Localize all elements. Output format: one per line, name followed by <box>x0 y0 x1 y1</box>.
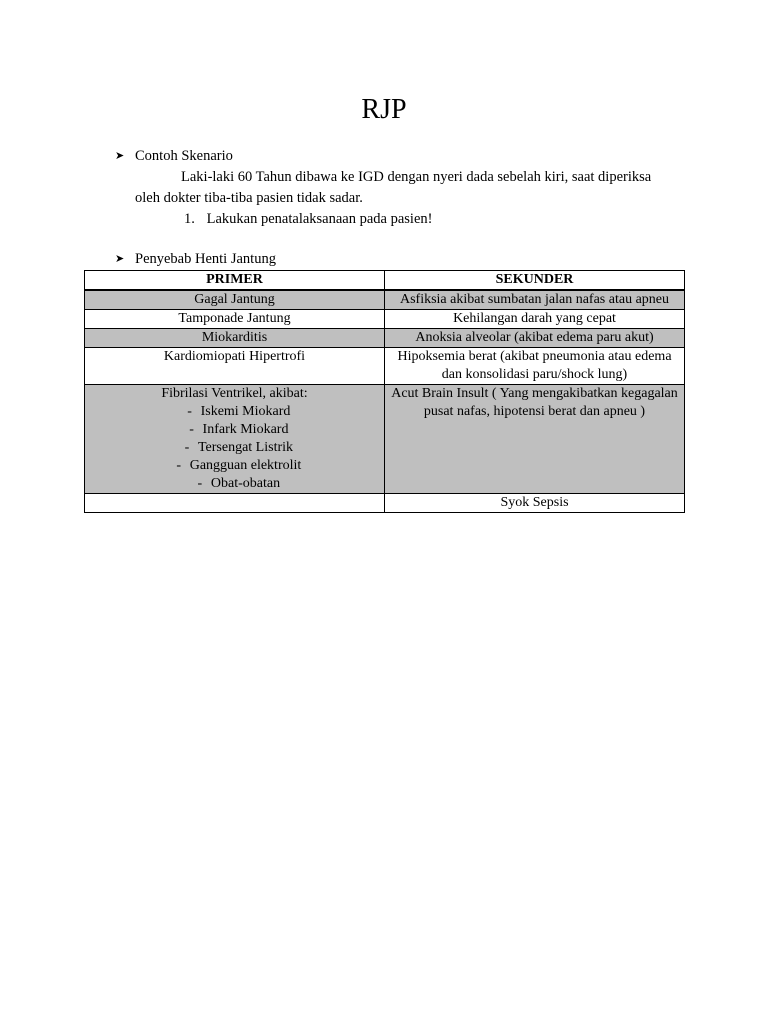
sekunder-cell: Asfiksia akibat sumbatan jalan nafas atau apneu <box>385 290 685 310</box>
primer-cell <box>85 385 385 494</box>
sekunder-cell: Kehilangan darah yang cepat <box>385 310 685 329</box>
column-header-primer: PRIMER <box>85 271 385 291</box>
table-row <box>85 310 685 329</box>
scenario-heading: Contoh Skenario <box>135 148 233 164</box>
scenario-task <box>184 210 432 228</box>
list-item: - Gangguan elektrolit <box>89 457 380 475</box>
table-row <box>85 385 685 494</box>
table-row <box>85 494 685 513</box>
list-item: - Iskemi Miokard <box>89 403 380 421</box>
list-item: - Tersengat Listrik <box>89 439 380 457</box>
primer-cell <box>85 494 385 513</box>
dash-marker: - <box>189 422 194 437</box>
sekunder-cell: Hipoksemia berat (akibat pneumonia atau edema dan konsolidasi paru/shock lung) <box>385 348 685 385</box>
primer-cell: Tamponade Jantung <box>85 310 385 329</box>
sekunder-cell: Syok Sepsis <box>385 494 685 513</box>
causes-heading-row <box>115 250 276 268</box>
dash-marker: - <box>197 476 203 491</box>
table-row <box>85 348 685 385</box>
dash-marker: - <box>176 458 182 473</box>
scenario-heading-row <box>115 147 233 165</box>
sekunder-cell: Acut Brain Insult ( Yang mengakibatkan kegagalan pusat nafas, hipotensi berat dan apneu ) <box>385 385 685 494</box>
scenario-text-line-1: Laki-laki 60 Tahun dibawa ke IGD dengan nyeri dada sebelah kiri, saat diperiksa <box>181 169 652 185</box>
page-title: RJP <box>361 94 407 125</box>
causes-heading: Penyebab Henti Jantung <box>135 251 276 267</box>
task-number: 1. <box>184 211 195 227</box>
sekunder-cell: Anoksia alveolar (akibat edema paru akut) <box>385 329 685 348</box>
table-row <box>85 329 685 348</box>
list-item: - Infark Miokard <box>89 421 380 439</box>
arrow-bullet-icon: ➤ <box>115 150 125 162</box>
primer-cell: Gagal Jantung <box>85 290 385 310</box>
table-header-row <box>85 271 685 291</box>
arrow-bullet-icon: ➤ <box>115 253 125 265</box>
table-row <box>85 290 685 310</box>
list-item: - Obat-obatan <box>89 475 380 493</box>
column-header-sekunder: SEKUNDER <box>385 271 685 291</box>
primer-cell: Miokarditis <box>85 329 385 348</box>
causes-table <box>84 270 685 513</box>
primer-sub-list <box>89 403 380 493</box>
dash-marker: - <box>184 440 190 455</box>
primer-cell-heading: Fibrilasi Ventrikel, akibat: <box>161 386 308 401</box>
primer-cell: Kardiomiopati Hipertrofi <box>85 348 385 385</box>
task-text: Lakukan penatalaksanaan pada pasien! <box>206 211 433 227</box>
scenario-text-line-2: oleh dokter tiba-tiba pasien tidak sadar. <box>135 190 363 206</box>
dash-marker: - <box>187 404 192 419</box>
